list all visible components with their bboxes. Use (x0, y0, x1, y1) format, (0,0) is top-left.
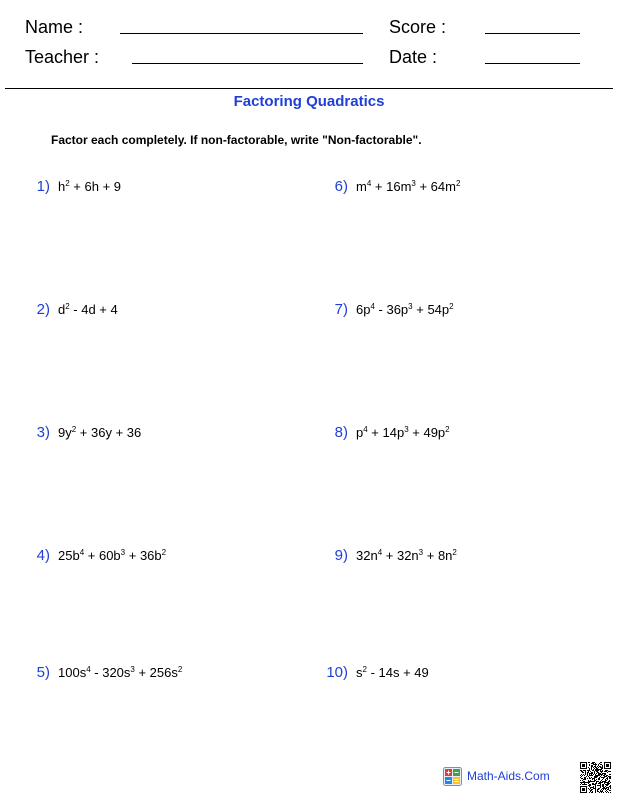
date-label: Date : (389, 47, 438, 67)
name-label: Name : (25, 17, 84, 37)
problem-expression (356, 665, 429, 681)
site-link[interactable]: Math-Aids.Com (467, 769, 550, 783)
expression-term: + 14p (367, 425, 405, 440)
problem-item (318, 301, 588, 321)
expression-term: m (356, 179, 367, 194)
problem-item (20, 301, 290, 321)
exponent: 2 (161, 548, 167, 557)
expression-term: + 54p (412, 302, 450, 317)
expression-term: + 6h + 9 (69, 179, 122, 194)
expression-term: + 32n (382, 548, 419, 563)
expression-term: p (356, 425, 364, 440)
exponent: 2 (449, 302, 454, 311)
instructions: Factor each completely. If non-factorable, write "Non-factorable". (51, 133, 422, 147)
date-field[interactable] (485, 63, 580, 64)
exponent: 3 (418, 548, 424, 557)
exponent: 2 (445, 425, 450, 434)
exponent: 3 (404, 425, 409, 434)
problem-number: 2) (36, 301, 50, 318)
expression-term: 25b (58, 548, 80, 563)
problem-number: 8) (334, 424, 348, 441)
problem-number: 10) (326, 664, 348, 681)
expression-term: 100s (58, 665, 87, 680)
exponent: 2 (455, 179, 461, 188)
problem-item (20, 424, 290, 444)
problem-item (318, 664, 588, 684)
problem-expression (356, 302, 454, 318)
expression-term: + 8n (423, 548, 453, 563)
expression-term: + 64m (415, 179, 456, 194)
problem-expression (356, 548, 457, 564)
worksheet-title: Factoring Quadratics (233, 93, 385, 110)
exponent: 4 (370, 302, 375, 311)
exponent: 3 (130, 665, 135, 674)
problem-number: 6) (334, 178, 348, 195)
qr-code-icon (580, 762, 611, 793)
problem-number: 1) (36, 178, 50, 195)
expression-term: h (58, 179, 66, 194)
problem-expression (58, 665, 182, 681)
exponent: 2 (362, 665, 367, 674)
expression-term: - 4d + 4 (69, 302, 118, 317)
expression-term: 9y (58, 425, 72, 440)
exponent: 2 (65, 302, 70, 311)
exponent: 2 (71, 425, 77, 434)
expression-term: + 60b (84, 548, 121, 563)
expression-term: 6p (356, 302, 371, 317)
exponent: 3 (408, 302, 413, 311)
name-field[interactable] (120, 33, 363, 34)
expression-term: s (356, 665, 363, 680)
exponent: 2 (65, 179, 70, 188)
expression-term: + 256s (134, 665, 178, 680)
expression-term: + 36b (125, 548, 162, 563)
exponent: 4 (366, 179, 372, 188)
expression-term: - 36p (374, 302, 409, 317)
expression-term: 32n (356, 548, 378, 563)
problem-item (318, 547, 588, 567)
teacher-field[interactable] (132, 63, 363, 64)
expression-term: + 49p (408, 425, 446, 440)
exponent: 3 (120, 548, 126, 557)
exponent: 2 (177, 665, 183, 674)
problem-expression (58, 302, 118, 318)
expression-term: d (58, 302, 66, 317)
expression-term: - 14s + 49 (366, 665, 429, 680)
exponent: 3 (411, 179, 416, 188)
expression-term: - 320s (90, 665, 131, 680)
exponent: 2 (452, 548, 457, 557)
exponent: 4 (363, 425, 368, 434)
problem-expression (356, 425, 450, 441)
problem-item (20, 664, 290, 684)
exponent: 4 (86, 665, 91, 674)
expression-term: + 36y + 36 (76, 425, 142, 440)
problem-item (20, 547, 290, 567)
header-divider (5, 88, 613, 89)
problem-item (318, 178, 588, 198)
problem-expression (58, 179, 121, 195)
problem-expression (58, 425, 141, 441)
problem-number: 3) (36, 424, 50, 441)
score-label: Score : (389, 17, 447, 37)
problem-number: 7) (334, 301, 348, 318)
problem-expression (58, 548, 166, 564)
problem-item (318, 424, 588, 444)
expression-term: + 16m (371, 179, 412, 194)
score-field[interactable] (485, 33, 580, 34)
exponent: 4 (79, 548, 85, 557)
problem-item (20, 178, 290, 198)
teacher-label: Teacher : (25, 47, 100, 67)
problem-number: 5) (36, 664, 50, 681)
problem-expression (356, 179, 460, 195)
problem-number: 9) (334, 547, 348, 564)
calculator-icon (443, 767, 462, 786)
problem-number: 4) (36, 547, 50, 564)
exponent: 4 (377, 548, 383, 557)
